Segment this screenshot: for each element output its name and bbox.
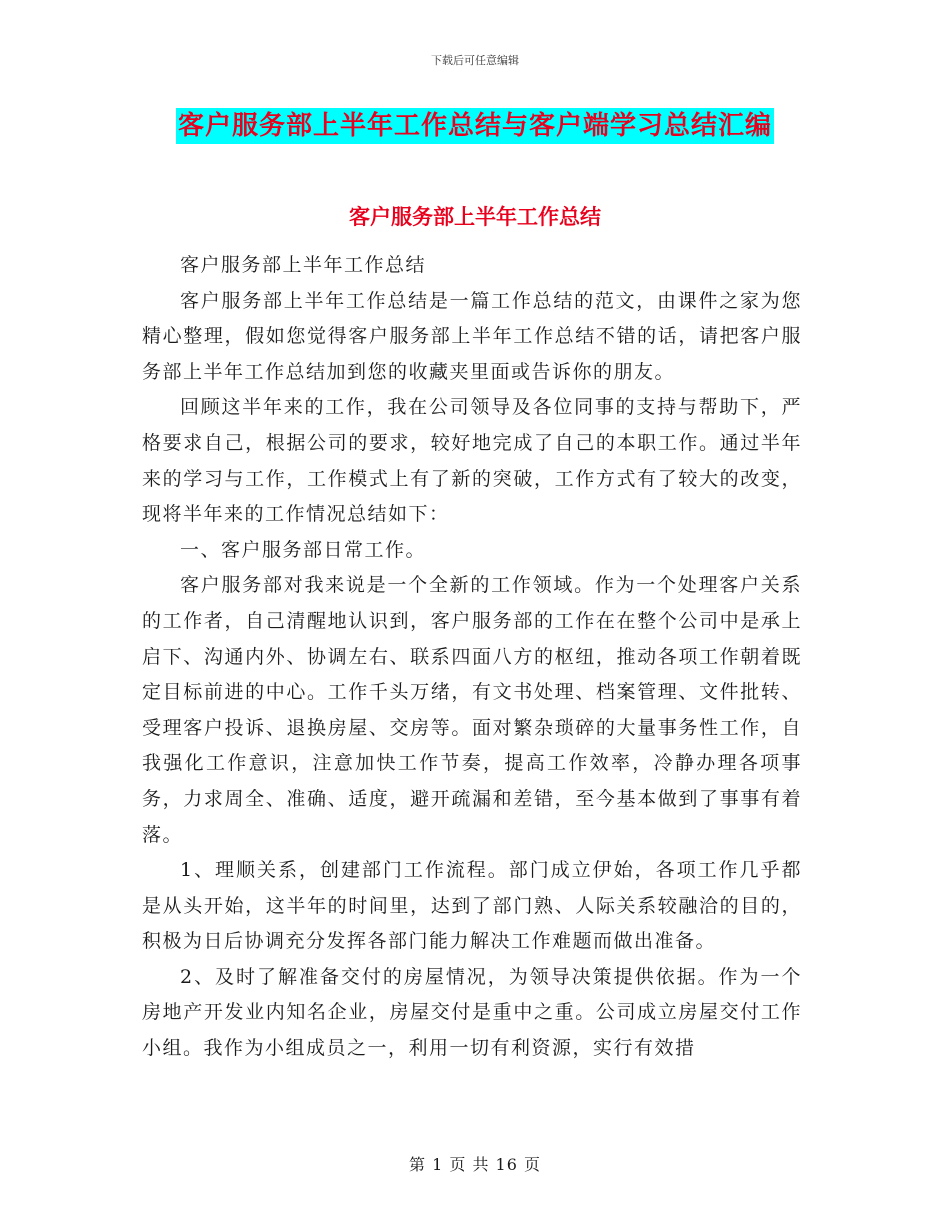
paragraph: 回顾这半年来的工作，我在公司领导及各位同事的支持与帮助下，严格要求自己，根据公司的要求，较好地完成了自己的本职工作。通过半年来的学习与工作，工作模式上有了新的突破，工作方式有了较大的改变，现将半年来的工作情况总结如下： <box>142 396 802 526</box>
paragraph: 2、及时了解准备交付的房屋情况，为领导决策提供依据。作为一个房地产开发业内知名企业，房屋交付是重中之重。公司成立房屋交付工作小组。我作为小组成员之一，利用一切有利资源，实行有效措 <box>142 965 802 1060</box>
paragraph: 1、理顺关系，创建部门工作流程。部门成立伊始，各项工作几乎都是从头开始，这半年的时间里，达到了部门熟、人际关系较融洽的目的，积极为日后协调充分发挥各部门能力解决工作难题而做出准备。 <box>142 859 802 953</box>
paragraph: 一、客户服务部日常工作。 <box>180 538 427 561</box>
paragraph: 客户服务部上半年工作总结 <box>180 254 427 276</box>
document-body <box>142 248 802 1067</box>
document-title: 客户服务部上半年工作总结与客户端学习总结汇编 <box>176 108 774 144</box>
section-title: 客户服务部上半年工作总结 <box>349 205 601 229</box>
paragraph: 客户服务部对我来说是一个全新的工作领域。作为一个处理客户关系的工作者，自己清醒地认识到，客户服务部的工作在在整个公司中是承上启下、沟通内外、协调左右、联系四面八方的枢纽，推动各项工作朝着既定目标前进的中心。工作千头万绪，有文书处理、档案管理、文件批转、受理客户投诉、退换房屋、交房等。面对繁杂琐碎的大量事务性工作，自我强化工作意识，注意加快工作节奏，提高工作效率，冷静办理各项事务，力求周全、准确、适度，避开疏漏和差错，至今基本做到了事事有着落。 <box>142 574 802 846</box>
document-title-block <box>0 108 950 144</box>
page-number: 第 1 页 共 16 页 <box>409 1155 541 1174</box>
page-header-note: 下载后可任意编辑 <box>431 54 519 67</box>
paragraph: 客户服务部上半年工作总结是一篇工作总结的范文，由课件之家为您精心整理，假如您觉得客户服务部上半年工作总结不错的话，请把客户服务部上半年工作总结加到您的收藏夹里面或告诉你的朋友。 <box>142 289 802 383</box>
